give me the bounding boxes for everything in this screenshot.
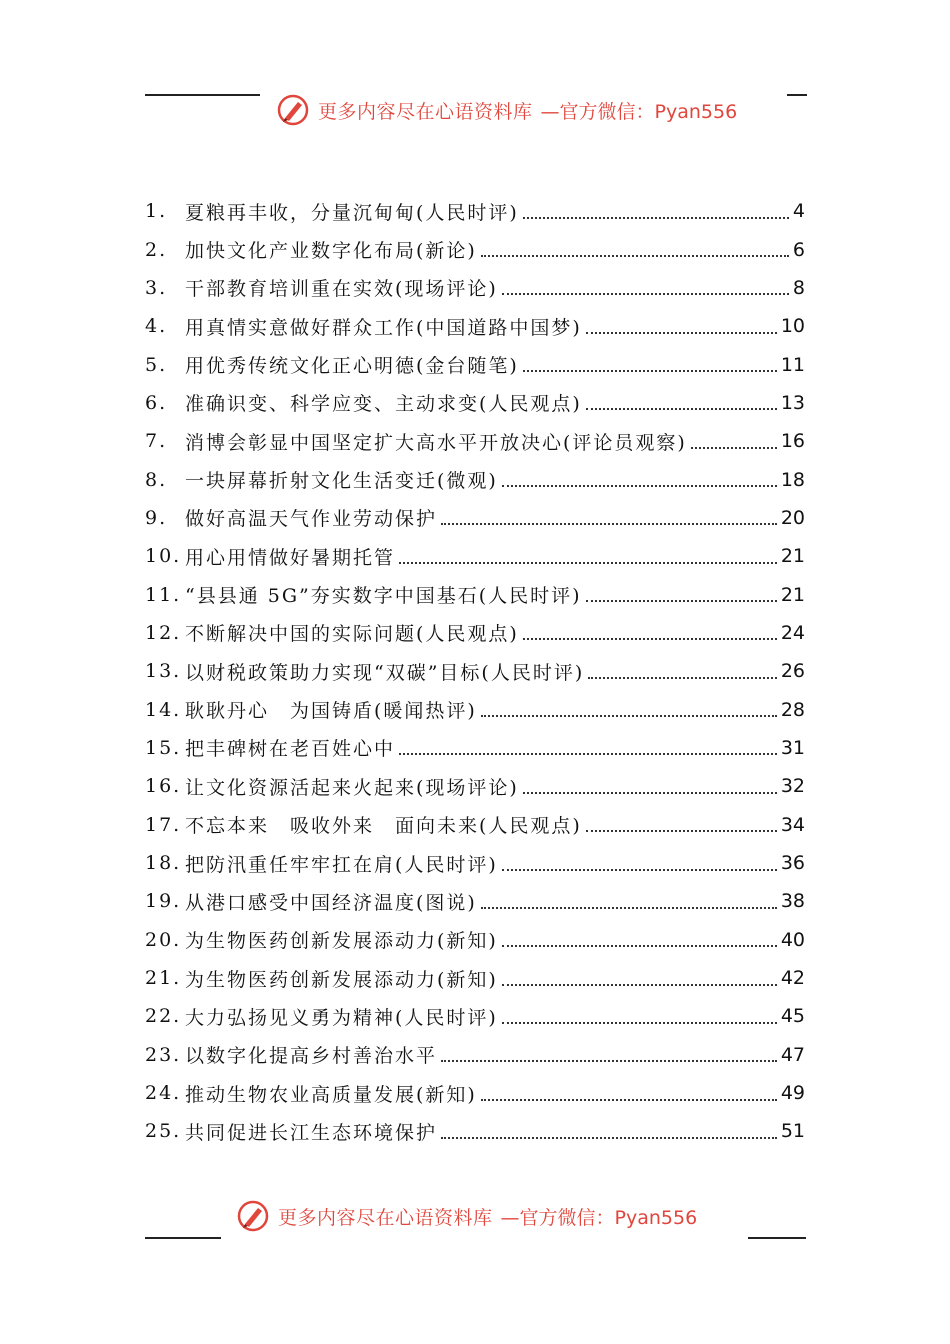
- pen-logo-icon: [276, 93, 310, 127]
- toc-entry-title: 一块屏幕折射文化生活变迁(微观): [185, 470, 498, 493]
- toc-dot-leader: [441, 1059, 777, 1062]
- toc-entry-number: 13.: [145, 660, 182, 683]
- header-brand-text: 更多内容尽在心语资料库: [318, 100, 533, 123]
- toc-dot-leader: [399, 752, 777, 755]
- toc-entry-title: 以数字化提高乡村善治水平: [185, 1045, 438, 1068]
- toc-entry-page: 34: [780, 813, 805, 836]
- toc-dot-leader: [441, 1136, 777, 1139]
- toc-entry-number: 15.: [145, 736, 182, 759]
- toc-entry[interactable]: [145, 690, 805, 728]
- toc-entry[interactable]: [145, 882, 805, 920]
- footer-banner: [236, 1199, 697, 1233]
- toc-entry-number: 22.: [145, 1005, 182, 1028]
- toc-entry[interactable]: [145, 1036, 805, 1074]
- toc-entry-title: 做好高温天气作业劳动保护: [185, 508, 438, 531]
- toc-entry-title: “县县通 5G”夯实数字中国基石(人民时评): [185, 585, 582, 608]
- toc-entry-page: 21: [780, 545, 805, 568]
- toc-dot-leader: [502, 1021, 777, 1024]
- toc-entry-title: 用心用情做好暑期托管: [185, 546, 396, 569]
- toc-entry-title: 不断解决中国的实际问题(人民观点): [185, 623, 519, 646]
- header-rule-left: [145, 94, 260, 96]
- toc-entry[interactable]: [145, 499, 805, 537]
- toc-dot-leader: [691, 446, 777, 449]
- toc-entry-page: 45: [780, 1005, 805, 1028]
- toc-dot-leader: [586, 599, 777, 602]
- toc-entry-number: 16.: [145, 775, 182, 798]
- toc-dot-leader: [502, 484, 777, 487]
- toc-entry-number: 23.: [145, 1043, 182, 1066]
- toc-entry-number: 14.: [145, 698, 182, 721]
- toc-entry-page: 51: [780, 1120, 805, 1143]
- toc-entry[interactable]: [145, 997, 805, 1035]
- toc-dot-leader: [481, 714, 777, 717]
- toc-entry-number: 11.: [145, 583, 182, 606]
- toc-entry-page: 42: [780, 967, 805, 990]
- toc-entry[interactable]: [145, 537, 805, 575]
- toc-entry-number: 1.: [145, 200, 168, 223]
- toc-dot-leader: [481, 1098, 777, 1101]
- toc-entry-title: 消博会彰显中国坚定扩大高水平开放决心(评论员观察): [185, 431, 687, 454]
- toc-entry-title: 让文化资源活起来火起来(现场评论): [185, 776, 519, 799]
- toc-entry-title: 耿耿丹心 为国铸盾(暖闻热评): [185, 700, 477, 723]
- toc-entry-number: 25.: [145, 1120, 182, 1143]
- toc-entry-page: 36: [780, 852, 805, 875]
- toc-dot-leader: [523, 369, 777, 372]
- footer-rule-left: [145, 1237, 221, 1239]
- footer-brand-text: 更多内容尽在心语资料库: [278, 1206, 493, 1229]
- toc-entry-title: 共同促进长江生态环境保护: [185, 1121, 438, 1144]
- toc-dot-leader: [523, 216, 789, 219]
- toc-entry-page: 21: [780, 583, 805, 606]
- toc-entry-title: 以财税政策助力实现“双碳”目标(人民时评): [185, 661, 585, 684]
- toc-entry-title: 用优秀传统文化正心明德(金台随笔): [185, 355, 519, 378]
- toc-entry-title: 为生物医药创新发展添动力(新知): [185, 968, 498, 991]
- toc-entry-title: 推动生物农业高质量发展(新知): [185, 1083, 477, 1106]
- header-wechat-text: —官方微信：Pyan556: [540, 100, 738, 123]
- toc-entry-number: 17.: [145, 813, 182, 836]
- toc-entry-page: 16: [780, 430, 805, 453]
- toc-entry-page: 28: [780, 698, 805, 721]
- toc-entry-title: 把防汛重任牢牢扛在肩(人民时评): [185, 853, 498, 876]
- toc-dot-leader: [523, 791, 777, 794]
- toc-entry[interactable]: [145, 307, 805, 345]
- toc-entry[interactable]: [145, 269, 805, 307]
- toc-entry[interactable]: [145, 959, 805, 997]
- toc-entry[interactable]: [145, 345, 805, 383]
- pen-logo-icon: [236, 1199, 270, 1233]
- toc-entry-title: 夏粮再丰收，分量沉甸甸(人民时评): [185, 201, 519, 224]
- toc-entry[interactable]: [145, 806, 805, 844]
- toc-entry-title: 不忘本来 吸收外来 面向未来(人民观点): [185, 815, 582, 838]
- toc-dot-leader: [586, 407, 777, 410]
- toc-entry[interactable]: [145, 460, 805, 498]
- toc-entry-title: 大力弘扬见义勇为精神(人民时评): [185, 1006, 498, 1029]
- footer-rule-right: [748, 1237, 806, 1239]
- toc-entry-page: 32: [780, 775, 805, 798]
- toc-dot-leader: [523, 637, 777, 640]
- toc-entry[interactable]: [145, 384, 805, 422]
- table-of-contents: [145, 192, 805, 1151]
- toc-dot-leader: [502, 983, 777, 986]
- toc-entry-page: 40: [780, 928, 805, 951]
- toc-entry-title: 干部教育培训重在实效(现场评论): [185, 278, 498, 301]
- toc-entry-page: 49: [780, 1082, 805, 1105]
- toc-entry-title: 准确识变、科学应变、主动求变(人民观点): [185, 393, 582, 416]
- toc-entry-page: 47: [780, 1043, 805, 1066]
- toc-entry-page: 38: [780, 890, 805, 913]
- toc-entry-number: 2.: [145, 238, 168, 261]
- toc-entry[interactable]: [145, 614, 805, 652]
- toc-entry-page: 4: [792, 200, 805, 223]
- toc-entry[interactable]: [145, 767, 805, 805]
- toc-entry-number: 19.: [145, 890, 182, 913]
- toc-dot-leader: [586, 331, 777, 334]
- toc-entry-title: 为生物医药创新发展添动力(新知): [185, 930, 498, 953]
- toc-entry-number: 10.: [145, 545, 182, 568]
- toc-entry-title: 从港口感受中国经济温度(图说): [185, 891, 477, 914]
- toc-entry-page: 13: [780, 391, 805, 414]
- toc-entry-page: 31: [780, 736, 805, 759]
- toc-entry[interactable]: [145, 652, 805, 690]
- toc-entry-page: 18: [780, 468, 805, 491]
- header-rule-right: [787, 94, 807, 96]
- toc-entry-page: 20: [780, 506, 805, 529]
- toc-entry-number: 24.: [145, 1082, 182, 1105]
- header-banner: [276, 93, 737, 127]
- toc-entry[interactable]: [145, 422, 805, 460]
- toc-entry-number: 5.: [145, 353, 168, 376]
- toc-dot-leader: [502, 868, 777, 871]
- toc-dot-leader: [588, 676, 777, 679]
- toc-entry-number: 21.: [145, 967, 182, 990]
- toc-entry-number: 3.: [145, 276, 168, 299]
- toc-entry-page: 10: [780, 315, 805, 338]
- toc-dot-leader: [481, 906, 777, 909]
- toc-entry[interactable]: [145, 921, 805, 959]
- toc-entry-number: 20.: [145, 928, 182, 951]
- toc-entry-title: 加快文化产业数字化布局(新论): [185, 240, 477, 263]
- toc-entry-number: 4.: [145, 315, 168, 338]
- toc-entry-page: 24: [780, 621, 805, 644]
- toc-entry[interactable]: [145, 1074, 805, 1112]
- toc-entry[interactable]: [145, 230, 805, 268]
- toc-dot-leader: [481, 254, 789, 257]
- toc-entry-page: 6: [792, 238, 805, 261]
- toc-entry-number: 7.: [145, 430, 168, 453]
- toc-dot-leader: [399, 561, 777, 564]
- toc-entry-title: 把丰碑树在老百姓心中: [185, 738, 396, 761]
- toc-entry[interactable]: [145, 192, 805, 230]
- toc-entry[interactable]: [145, 575, 805, 613]
- toc-entry-number: 9.: [145, 506, 168, 529]
- toc-entry[interactable]: [145, 1112, 805, 1150]
- toc-entry-page: 11: [780, 353, 805, 376]
- toc-dot-leader: [586, 829, 777, 832]
- toc-entry[interactable]: [145, 729, 805, 767]
- toc-entry-title: 用真情实意做好群众工作(中国道路中国梦): [185, 316, 582, 339]
- toc-dot-leader: [502, 944, 777, 947]
- toc-entry-number: 6.: [145, 391, 168, 414]
- toc-entry[interactable]: [145, 844, 805, 882]
- toc-entry-page: 8: [792, 276, 805, 299]
- toc-entry-number: 18.: [145, 852, 182, 875]
- footer-wechat-text: —官方微信：Pyan556: [500, 1206, 698, 1229]
- toc-dot-leader: [441, 522, 777, 525]
- toc-entry-number: 12.: [145, 621, 182, 644]
- toc-entry-number: 8.: [145, 468, 168, 491]
- toc-dot-leader: [502, 292, 789, 295]
- toc-entry-page: 26: [780, 660, 805, 683]
